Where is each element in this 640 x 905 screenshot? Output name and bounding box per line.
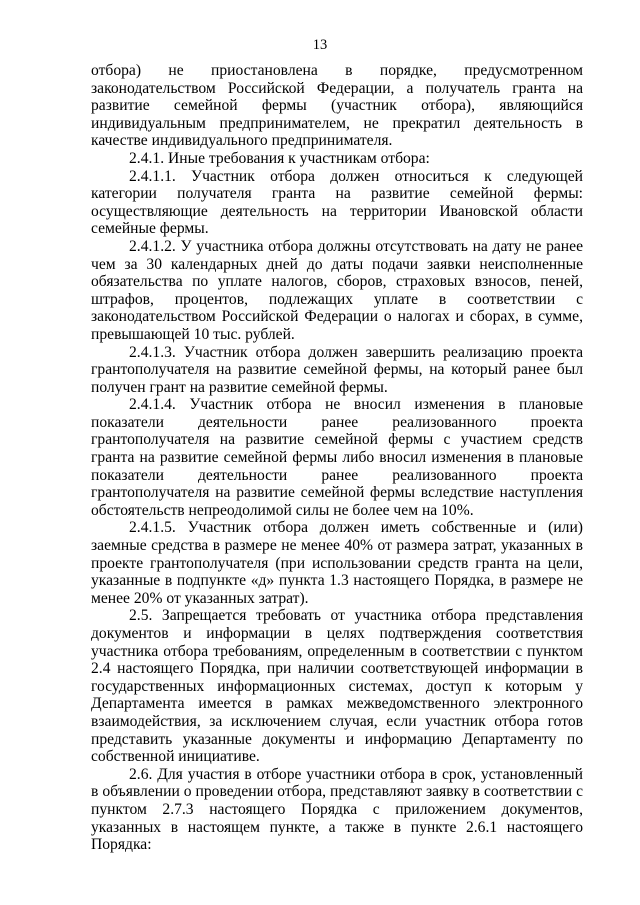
paragraph-2-4-1-5: 2.4.1.5. Участник отбора должен иметь собственные и (или) заемные средства в размере не менее 40% от размера затрат, указанных в проекте грантополучателя (при использовании средств гранта на цели, указанные в подпункте «д» пункта 1.3 настоящего Порядка, в размере не менее 20% от указанных затрат). [91, 519, 583, 607]
paragraph-2-4-1-3: 2.4.1.3. Участник отбора должен завершить реализацию проекта грантополучателя на развитие семейной фермы, на который ранее был получен грант на развитие семейной фермы. [91, 343, 583, 396]
document-body [91, 62, 583, 854]
paragraph-2-4-1-2: 2.4.1.2. У участника отбора должны отсутствовать на дату не ранее чем за 30 календарных дней до даты подачи заявки неисполненные обязательства по уплате налогов, сборов, страховых взносов, пеней, штрафов, процентов, подлежащих уплате в соответствии с законодательством Российской Федерации о налогах и сборах, в сумме, превышающей 10 тыс. рублей. [91, 237, 583, 343]
paragraph-2-4-1-4: 2.4.1.4. Участник отбора не вносил изменения в плановые показатели деятельности ранее реализованного проекта грантополучателя на развитие семейной фермы с участием средств гранта на развитие семейной фермы либо вносил изменения в плановые показатели деятельности ранее реализованного проекта грантополучателя на развитие семейной фермы вследствие наступления обстоятельств непреодолимой силы не более чем на 10%. [91, 396, 583, 519]
paragraph-2-5: 2.5. Запрещается требовать от участника отбора представления документов и информации в целях подтверждения соответствия участника отбора требованиям, определенным в соответствии с пунктом 2.4 настоящего Порядка, при наличии соответствующей информации в государственных информационных системах, доступ к которым у Департамента имеется в рамках межведомственного электронного взаимодействия, за исключением случая, если участник отбора готов представить указанные документы и информацию Департаменту по собственной инициативе. [91, 607, 583, 766]
paragraph-2-4-1-1: 2.4.1.1. Участник отбора должен относиться к следующей категории получателя гранта на развитие семейной фермы: осуществляющие деятельность на территории Ивановской области семейные фермы. [91, 167, 583, 238]
page-number: 13 [312, 37, 328, 53]
paragraph-2-4-1: 2.4.1. Иные требования к участникам отбора: [129, 149, 430, 167]
paragraph-continuation: отбора) не приостановлена в порядке, предусмотренном законодательством Российской Федерации, а получатель гранта на развитие семейной фермы (участник отбора), являющийся индивидуальным предпринимателем, не прекратил деятельность в качестве индивидуального предпринимателя. [91, 62, 583, 150]
paragraph-2-6: 2.6. Для участия в отборе участники отбора в срок, установленный в объявлении о проведении отбора, представляют заявку в соответствии с пунктом 2.7.3 настоящего Порядка с приложением документов, указанных в настоящем пункте, а также в пункте 2.6.1 настоящего Порядка: [91, 765, 583, 854]
